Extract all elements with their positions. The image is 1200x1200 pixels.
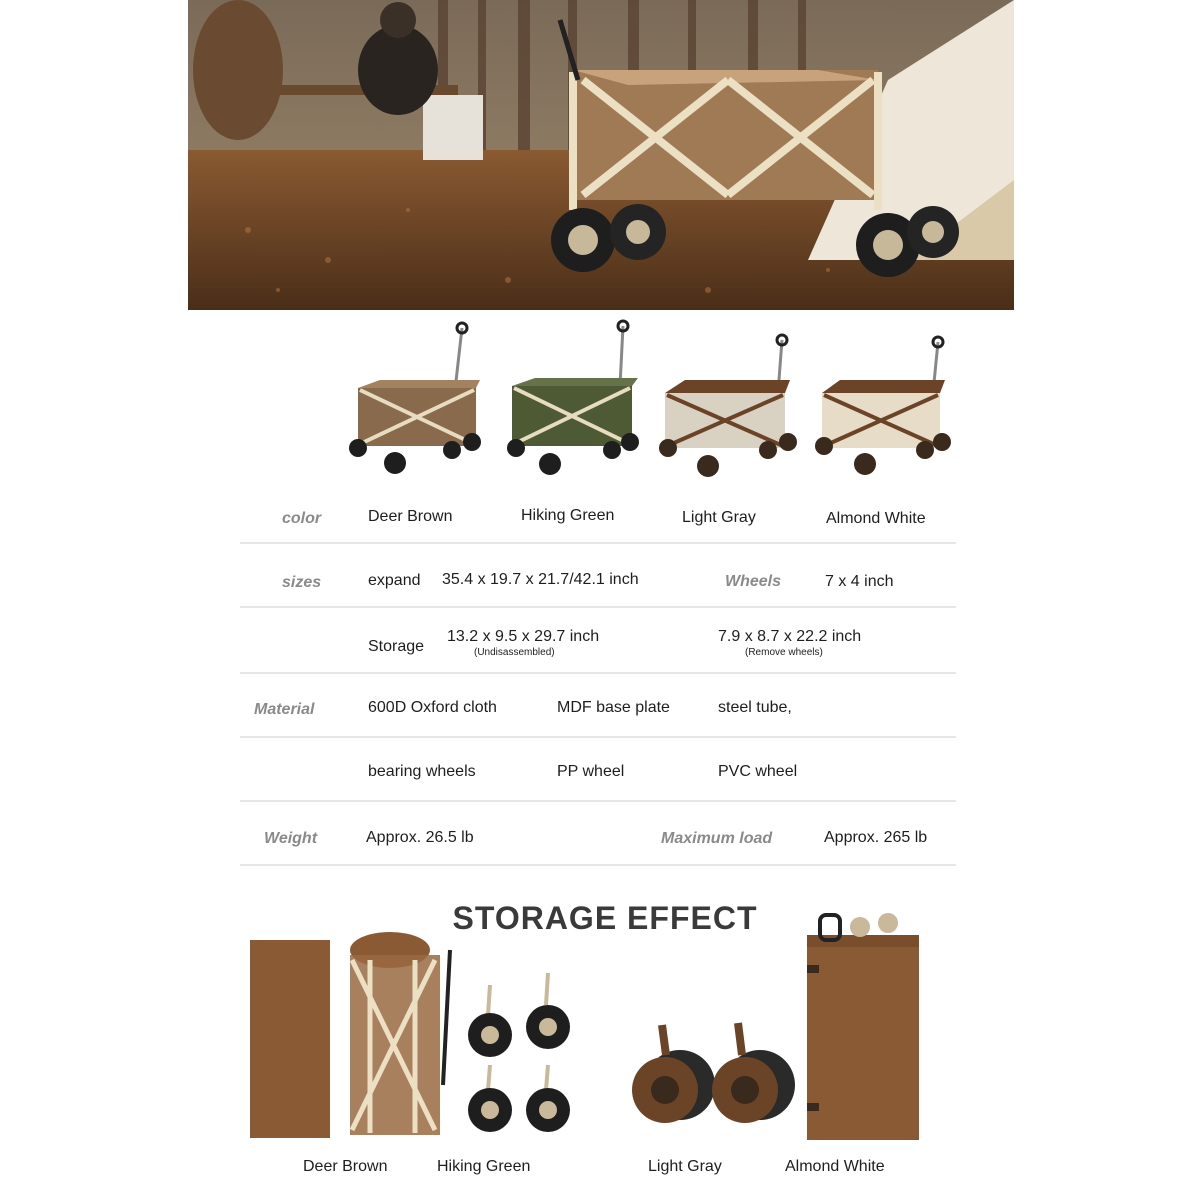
material-pvc: PVC wheel: [718, 763, 798, 780]
color-deer-brown: Deer Brown: [368, 508, 453, 525]
wheels-label: Wheels: [725, 573, 782, 590]
wagon-hiking-green: [507, 321, 639, 475]
storage-value: 13.2 x 9.5 x 29.7 inch: [447, 628, 600, 645]
material-bearing: bearing wheels: [368, 763, 476, 780]
wagon-deer-brown: [349, 323, 481, 474]
wheels-brown-pairs: [632, 1023, 795, 1123]
color-hiking-green: Hiking Green: [521, 507, 615, 524]
folded-panel: [250, 940, 330, 1138]
material-pp: PP wheel: [557, 763, 625, 780]
sizes-row: [240, 544, 956, 608]
material-steel: steel tube,: [718, 699, 792, 716]
weight-row: [240, 802, 956, 866]
storage-note: (Undisassembled): [474, 647, 555, 658]
wagon-light-gray: [659, 335, 797, 477]
color-row: [240, 490, 956, 544]
hero-photo: [188, 0, 1014, 310]
storage-row: [240, 608, 956, 674]
material-row-1: [240, 674, 956, 738]
storage-bag: [807, 913, 919, 1140]
color-label: color: [282, 510, 322, 527]
sizes-label: sizes: [282, 574, 322, 591]
wagon-almond-white: [815, 337, 951, 475]
expand-value: 35.4 x 19.7 x 21.7/42.1 inch: [442, 571, 639, 588]
spec-table: [240, 490, 956, 870]
expand-label: expand: [368, 572, 421, 589]
wagon-variants: [340, 318, 960, 488]
caption-deer-brown: Deer Brown: [303, 1158, 388, 1175]
storage-effect-title: STORAGE EFFECT: [452, 900, 758, 936]
color-almond-white: Almond White: [826, 510, 926, 527]
storage-note-removed: (Remove wheels): [745, 647, 823, 658]
storage-value-removed: 7.9 x 8.7 x 22.2 inch: [718, 628, 862, 645]
folded-frame: [350, 932, 450, 1135]
material-mdf: MDF base plate: [557, 699, 670, 716]
material-row-2: [240, 738, 956, 802]
material-oxford: 600D Oxford cloth: [368, 699, 497, 716]
caption-hiking-green: Hiking Green: [437, 1158, 531, 1175]
max-load-value: Approx. 265 lb: [824, 829, 928, 846]
storage-illustration: [240, 905, 960, 1155]
material-label: Material: [254, 701, 315, 718]
weight-value: Approx. 26.5 lb: [366, 829, 474, 846]
weight-label: Weight: [264, 830, 318, 847]
color-light-gray: Light Gray: [682, 509, 756, 526]
caption-almond-white: Almond White: [785, 1158, 885, 1175]
max-load-label: Maximum load: [661, 830, 773, 847]
storage-label: Storage: [368, 638, 425, 655]
wheels-removed: [468, 973, 570, 1132]
wheels-value: 7 x 4 inch: [825, 573, 894, 590]
caption-light-gray: Light Gray: [648, 1158, 722, 1175]
